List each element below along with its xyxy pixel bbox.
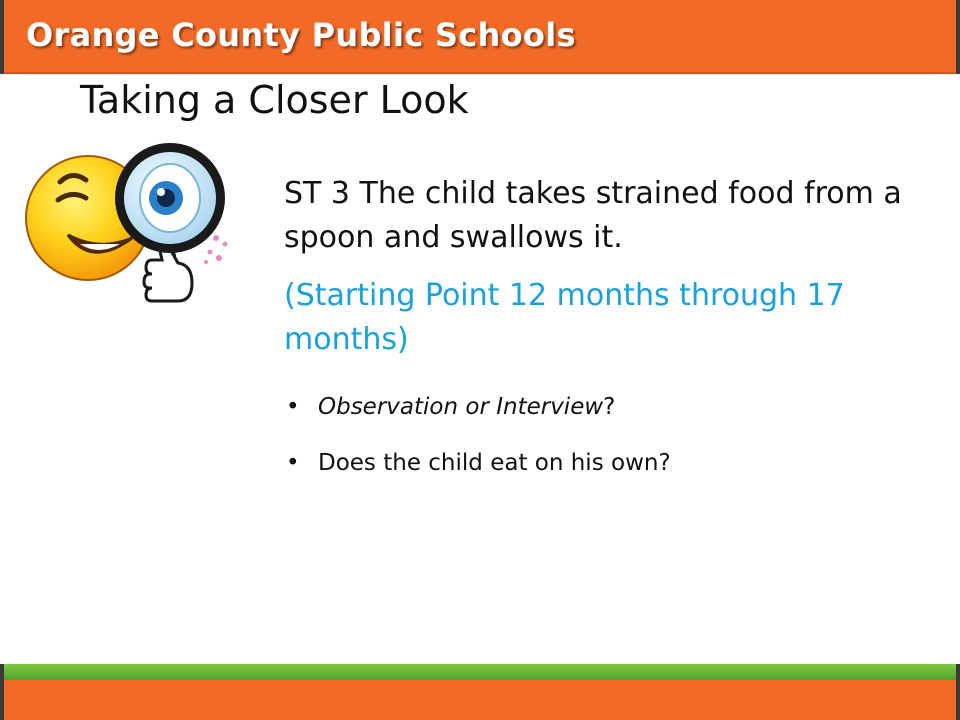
starting-point-range: (Starting Point 12 months through 17 months) [284, 278, 845, 357]
footer-edge-right [956, 664, 960, 720]
smiley-magnifying-glass-icon [20, 140, 240, 305]
standard-text: ST 3 The child takes strained food from a spoon and swallows it. [284, 176, 902, 255]
bullet-item [284, 446, 924, 480]
bullet-item [284, 390, 924, 424]
footer-green-stripe [0, 664, 960, 680]
bullet-dot-icon: • [286, 450, 300, 476]
header-bar [0, 0, 960, 74]
slide-content [284, 172, 924, 502]
bullet-list [284, 390, 924, 480]
footer-edge-left [0, 664, 4, 720]
header-edge-right [956, 0, 960, 74]
bullet-italic-text: Observation or Interview [318, 394, 604, 420]
bullet-dot-icon: • [286, 394, 300, 420]
slide-title: Taking a Closer Look [80, 78, 469, 122]
header-title: Orange County Public Schools [26, 16, 576, 54]
bullet-rest-text: ? [603, 394, 616, 420]
header-edge-left [0, 0, 4, 74]
footer-orange-bar [0, 680, 960, 720]
bullet-text: Does the child eat on his own? [318, 450, 671, 476]
